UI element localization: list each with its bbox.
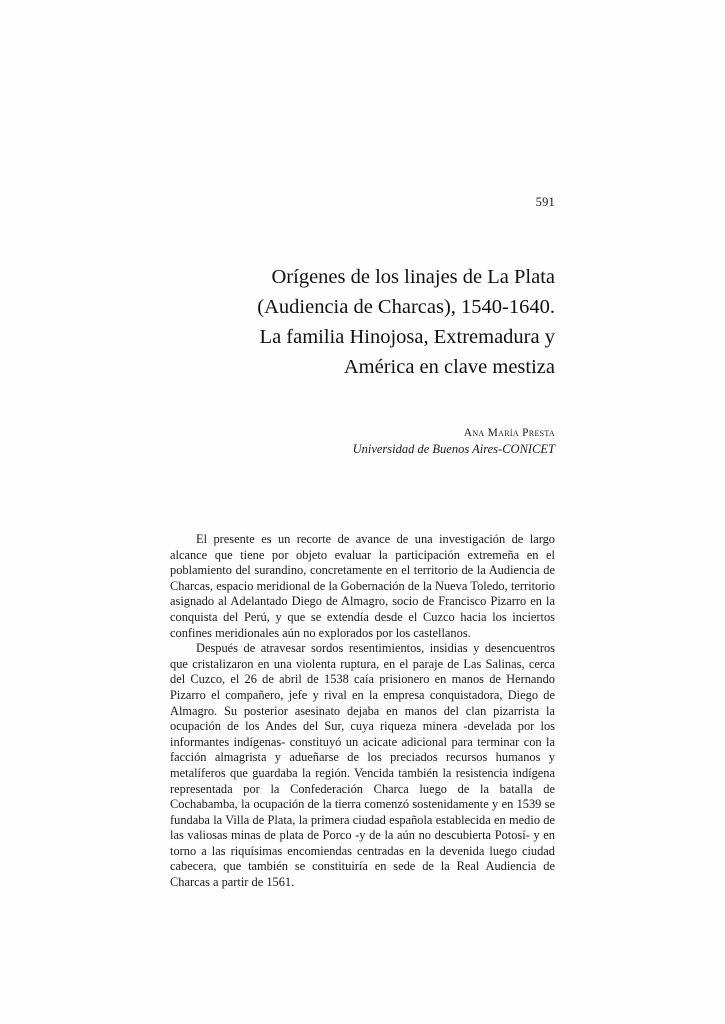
title-line-2: (Audiencia de Charcas), 1540-1640. (257, 296, 555, 318)
title-line-1: Orígenes de los linajes de La Plata (271, 266, 555, 288)
author-block (170, 427, 555, 457)
body-paragraph: El presente es un recorte de avance de una investigación de largo alcance que tiene por objeto evaluar la participación extremeña en el poblamiento del surandino, concretamente en el territorio de la Audiencia de Charcas, espacio meridional de la Gobernación de la Nueva Toledo, territorio asignado al Adelantado Diego de Almagro, socio de Francisco Pizarro en la conquista del Perú, y que se extendía desde el Cuzco hacia los inciertos confines meridionales aún no explorados por los castellanos. (170, 532, 555, 640)
page-title (170, 262, 555, 382)
page-number: 591 (535, 195, 555, 209)
author-name: Ana María Presta (463, 427, 555, 439)
title-line-4: América en clave mestiza (343, 356, 555, 378)
body-paragraph: Después de atravesar sordos resentimientos, insidias y desencuentros que cristalizaron en una violenta ruptura, en el paraje de Las Salinas, cerca del Cuzco, el 26 de abril de 1538 caía prisionero en manos de Hernando Pizarro el compañero, jefe y rival en la empresa conquistadora, Diego de Almagro. Su posterior asesinato dejaba en manos del clan pizarrista la ocupación de los Andes del Sur, cuya riqueza minera -develada por los informantes indígenas- constituyó un acicate adicional para terminar con la facción almagrista y adueñarse de los preciados recursos humanos y metalíferos que guardaba la región. Vencida también la resistencia indígena representada por la Confederación Charca luego de la batalla de Cochabamba, la ocupación de la tierra comenzó sostenidamente y en 1539 se fundaba la Villa de Plata, la primera ciudad española establecida en medio de las valiosas minas de plata de Porco -y de la aún no descubierta Potosí- y en torno a las riquísimas encomiendas centradas en la devenida luego ciudad cabecera, que también se constituiría en sede de la Real Audiencia de Charcas a partir de 1561. (170, 641, 555, 890)
title-line-3: La familia Hinojosa, Extremadura y (259, 326, 555, 348)
page-content (170, 195, 555, 891)
article-body (170, 532, 555, 891)
author-affiliation: Universidad de Buenos Aires-CONICET (352, 442, 555, 456)
